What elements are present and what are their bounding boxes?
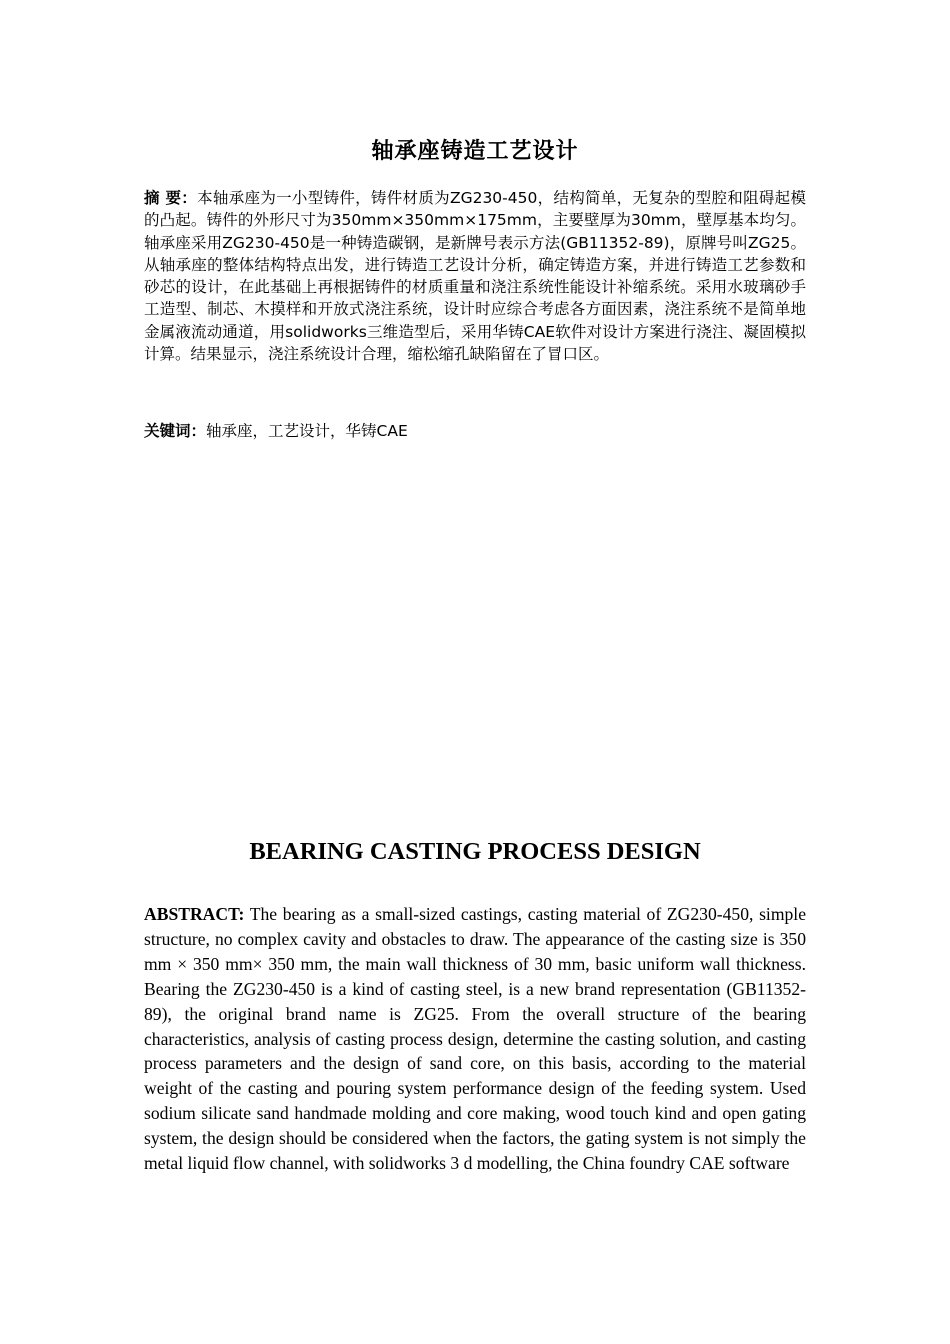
chinese-abstract-label: 摘 要： <box>144 189 198 207</box>
chinese-keywords-label: 关键词： <box>144 422 207 440</box>
english-title: BEARING CASTING PROCESS DESIGN <box>249 838 701 865</box>
chinese-title: 轴承座铸造工艺设计 <box>371 139 579 164</box>
english-abstract-label: ABSTRACT: <box>144 904 245 924</box>
chinese-keywords <box>144 420 806 442</box>
english-abstract <box>144 902 806 1176</box>
chinese-abstract <box>144 187 806 365</box>
chinese-abstract-text: 本轴承座为一小型铸件，铸件材质为ZG230-450，结构简单，无复杂的型腔和阻碍起模的凸起。铸件的外形尺寸为350mm×350mm×175mm，主要壁厚为30mm，壁厚基本均匀。轴承座采用ZG230-450是一种铸造碳钢，是新牌号表示方法(GB11352-89)，原牌号叫ZG25。从轴承座的整体结构特点出发，进行铸造工艺设计分析，确定铸造方案，并进行铸造工艺参数和砂芯的设计，在此基础上再根据铸件的材质重量和浇注系统性能设计补缩系统。采用水玻璃砂手工造型、制芯、木摸样和开放式浇注系统，设计时应综合考虑各方面因素，浇注系统不是简单地金属液流动通道，用solidworks三维造型后，采用华铸CAE软件对设计方案进行浇注、凝固模拟计算。结果显示，浇注系统设计合理，缩松缩孔缺陷留在了冒口区。 <box>144 189 806 364</box>
english-abstract-text: The bearing as a small-sized castings, casting material of ZG230-450, simple structure, no complex cavity and obstacles to draw. The appearance of the casting size is 350 mm × 350 mm× 350 mm, the main wall thickness of 30 mm, basic uniform wall thickness. Bearing the ZG230-450 is a kind of casting steel, is a new brand representation (GB11352-89), the original brand name is ZG25. From the overall structure of the bearing characteristics, analysis of casting process design, determine the casting solution, and casting process parameters and the design of sand core, on this basis, according to the material weight of the casting and pouring system performance design of the feeding system. Used sodium silicate sand handmade molding and core making, wood touch kind and open gating system, the design should be considered when the factors, the gating system is not simply the metal liquid flow channel, with solidworks 3 d modelling, the China foundry CAE software <box>144 904 806 1174</box>
chinese-keywords-text: 轴承座，工艺设计，华铸CAE <box>206 422 408 440</box>
